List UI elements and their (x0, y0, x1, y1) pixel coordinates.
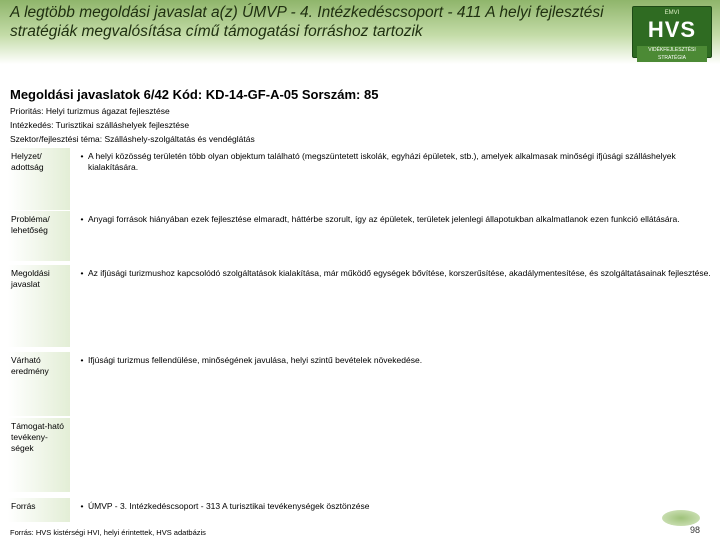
row-label: Helyzet/ adottság (8, 148, 70, 210)
row-situation (8, 148, 712, 210)
row-content: A helyi közösség területén több olyan objektum található (megszüntetett iskolák, egyházi épületek, stb.), amelyek alkalmasak minőségi ifjúsági szálláshelyek kialakítására. (88, 151, 676, 172)
row-label: Forrás (8, 498, 70, 522)
row-label: Probléma/ lehetőség (8, 211, 70, 261)
row-label: Várható eredmény (8, 352, 70, 416)
row-solution (8, 265, 712, 347)
row-content: Az ifjúsági turizmushoz kapcsolódó szolgáltatások kialakítása, már működő egységek bővítése, korszerűsítése, akadálymentesítése, és szolgáltatásainak fejlesztése. (88, 268, 711, 278)
section-subtitle: Megoldási javaslatok 6/42 Kód: KD-14-GF-A-05 Sorszám: 85 (10, 87, 379, 102)
bullet-icon: • (80, 501, 84, 511)
row-problem (8, 211, 712, 261)
row-label: Támogat-ható tevékeny-ségek (8, 418, 70, 492)
footer-source: Forrás: HVS kistérségi HVI, helyi érintettek, HVS adatbázis (10, 528, 206, 537)
logo-eu-text: EMVI (664, 10, 680, 16)
row-source (8, 498, 712, 522)
row-content: Anyagi források hiányában ezek fejlesztése elmaradt, háttérbe szorult, így az épületek, területek jelenlegi állapotukban alkalmatlanok ezen funkció ellátására. (88, 214, 680, 224)
bullet-icon: • (80, 268, 84, 278)
bullet-icon: • (80, 214, 84, 224)
meta-priority: Prioritás: Helyi turizmus ágazat fejlesztése (10, 106, 170, 116)
bullet-icon (76, 418, 88, 492)
meta-measure: Intézkedés: Turisztikai szálláshelyek fejlesztése (10, 120, 190, 130)
logo-main-text: HVS (647, 17, 697, 42)
page-title: A legtöbb megoldási javaslat a(z) ÚMVP - 4. Intézkedéscsoport - 411 A helyi fejlesztési stratégiák megvalósítása című támogatási forráshoz tartozik (10, 4, 604, 40)
footer-logo-icon (662, 510, 700, 526)
header-band (0, 0, 720, 64)
row-label: Megoldási javaslat (8, 265, 70, 347)
bullet-icon: • (80, 355, 84, 365)
row-content: Ifjúsági turizmus fellendülése, minőségének javulása, helyi szintű bevételek növekedése. (88, 355, 423, 365)
page-number: 98 (690, 525, 701, 535)
row-supported-activities (8, 418, 712, 492)
hvs-logo (632, 6, 712, 61)
row-content (88, 418, 712, 492)
logo-sub-text: VIDÉKFEJLESZTÉSI STRATÉGIA (637, 46, 707, 62)
bullet-icon: • (80, 151, 84, 161)
row-expected-result (8, 352, 712, 416)
meta-sector: Szektor/fejlesztési téma: Szálláshely-szolgáltatás és vendéglátás (10, 134, 255, 144)
row-content: ÚMVP - 3. Intézkedéscsoport - 313 A turisztikai tevékenységek ösztönzése (88, 501, 370, 511)
